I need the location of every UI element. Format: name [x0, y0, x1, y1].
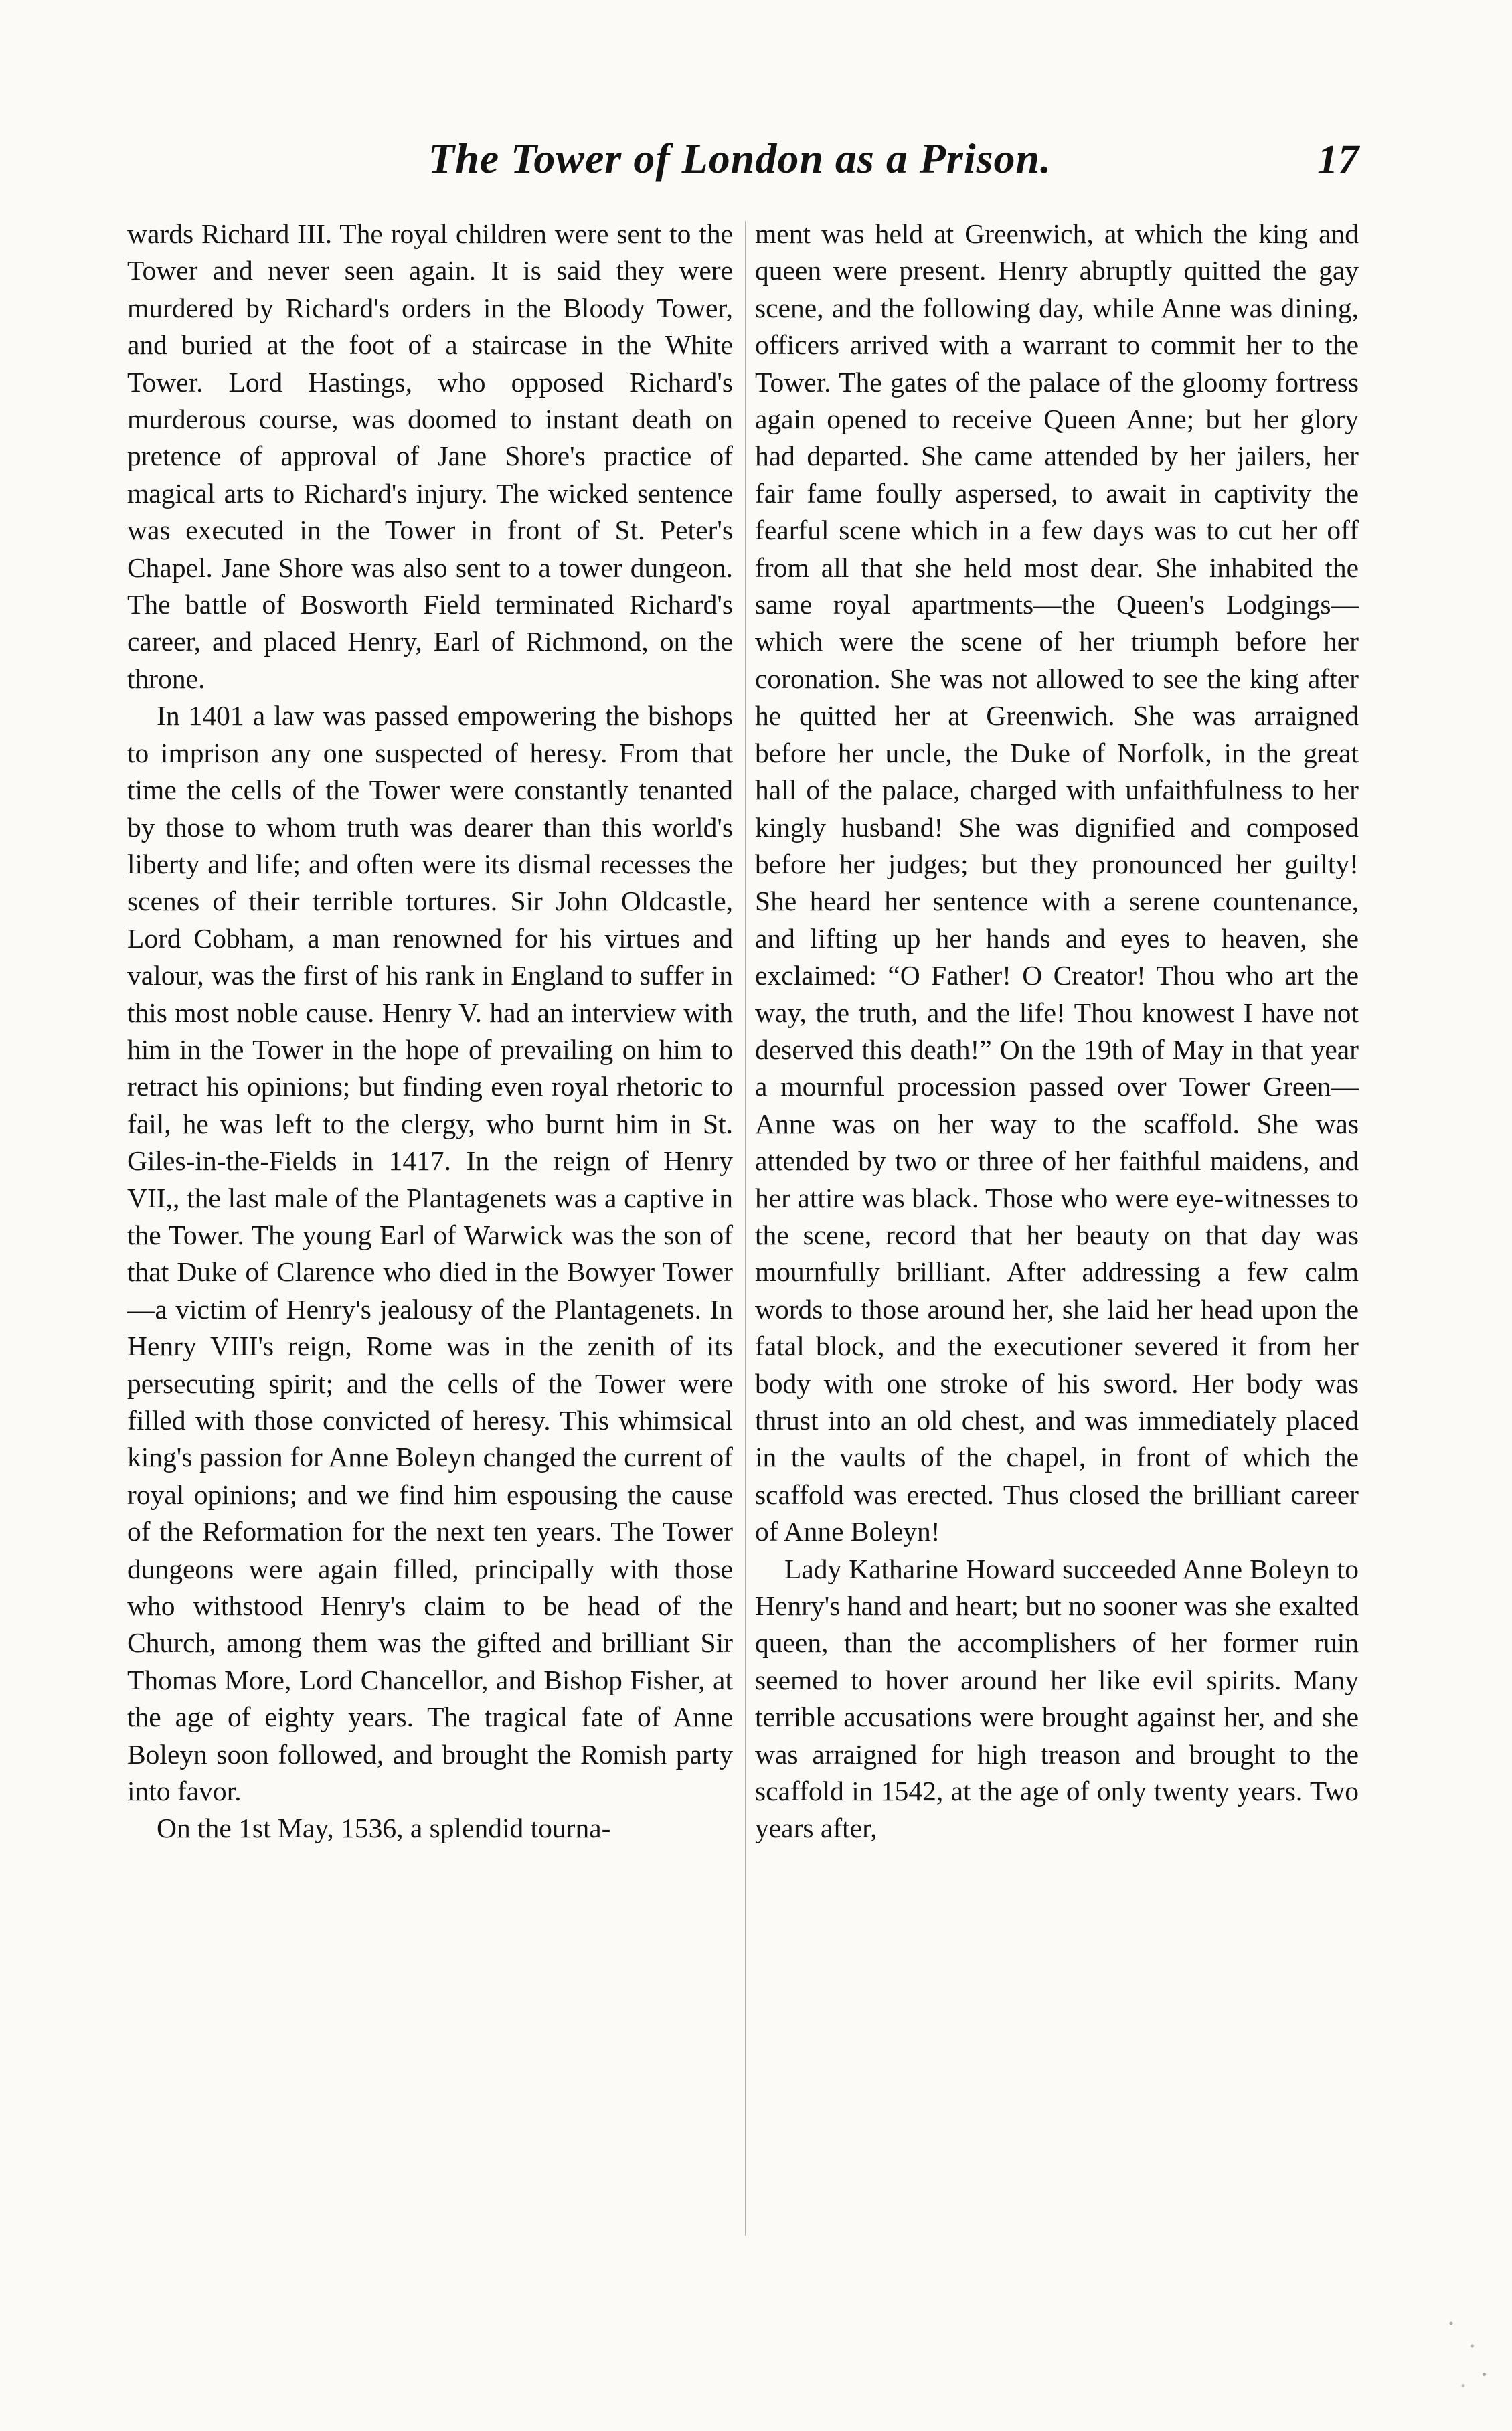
running-head	[0, 134, 1512, 194]
left-column	[127, 216, 733, 1847]
paragraph: On the 1st May, 1536, a splendid tourna-	[157, 1813, 611, 1844]
paper-speckle-mark	[1439, 2289, 1499, 2403]
paragraph: Lady Katharine Howard succeeded Anne Boleyn to Henry's hand and heart; but no sooner was she exalted queen, than the accomplishers of her former ruin seemed to hover around her like evil spirits. Many terrible accusations were brought against her, and she was arraigned for high treason and brought to the scaffold in 1542, at the age of only twenty years. Two years after,	[755, 1553, 1359, 1844]
page-number: 17	[1317, 137, 1359, 183]
paragraph: In 1401 a law was passed empowering the bishops to imprison any one suspected of heresy. From that time the cells of the Tower were constantly tenanted by those to whom truth was dearer than this world's liberty and life; and often were its dismal recesses the scenes of their terrible tortures. Sir John Oldcastle, Lord Cobham, a man renowned for his virtues and valour, was the first of his rank in England to suffer in this most noble cause. Henry V. had an interview with him in the Tower in the hope of prevailing on him to retract his opinions; but finding even royal rhetoric to fail, he was left to the clergy, who burnt him in St. Giles-in-the-Fields in 1417. In the reign of Henry VII,, the last male of the Plantagenets was a captive in the Tower. The young Earl of Warwick was the son of that Duke of Clarence who died in the Bowyer Tower—a victim of Henry's jealousy of the Plantagenets. In Henry VIII's reign, Rome was in the zenith of its persecuting spirit; and the cells of the Tower were filled with those convicted of heresy. This whimsical king's passion for Anne Boleyn changed the current of royal opinions; and we find him espousing the cause of the Reformation for the next ten years. The Tower dungeons were again filled, principally with those who withstood Henry's claim to be head of the Church, among them was the gifted and brilliant Sir Thomas More, Lord Chancellor, and Bishop Fisher, at the age of eighty years. The tragical fate of Anne Boleyn soon followed, and brought the Romish party into favor.	[127, 700, 733, 1807]
running-title: The Tower of London as a Prison.	[428, 135, 1052, 182]
paragraph: ment was held at Greenwich, at which the king and queen were present. Henry abruptly quitted the gay scene, and the following day, while Anne was dining, officers arrived with a warrant to commit her to the Tower. The gates of the palace of the gloomy fortress again opened to receive Queen Anne; but her glory had departed. She came attended by her jailers, her fair fame foully aspersed, to await in captivity the fearful scene which in a few days was to cut her off from all that she held most dear. She inhabited the same royal apartments—the Queen's Lodgings—which were the scene of her triumph before her coronation. She was not allowed to see the king after he quitted her at Greenwich. She was arraigned before her uncle, the Duke of Norfolk, in the great hall of the palace, charged with unfaithfulness to her kingly husband! She was dignified and composed before her judges; but they pronounced her guilty! She heard her sentence with a serene countenance, and lifting up her hands and eyes to heaven, she exclaimed: “O Father! O Creator! Thou who art the way, the truth, and the life! Thou knowest I have not deserved this death!” On the 19th of May in that year a mournful procession passed over Tower Green—Anne was on her way to the scaffold. She was attended by two or three of her faithful maidens, and her attire was black. Those who were eye-witnesses to the scene, record that her beauty on that day was mournfully brilliant. After addressing a few calm words to those around her, she laid her head upon the fatal block, and the executioner severed it from her body with one stroke of his sword. Her body was thrust into an old chest, and was immediately placed in the vaults of the chapel, in front of which the scaffold was erected. Thus closed the brilliant career of Anne Boleyn!	[755, 218, 1359, 1547]
right-column	[755, 216, 1359, 1847]
column-divider	[745, 221, 746, 2236]
paragraph: wards Richard III. The royal children were sent to the Tower and never seen again. It is said they were murdered by Richard's orders in the Bloody Tower, and buried at the foot of a staircase in the White Tower. Lord Hastings, who opposed Richard's murderous course, was doomed to instant death on pretence of approval of Jane Shore's practice of magical arts to Richard's injury. The wicked sentence was executed in the Tower in front of St. Peter's Chapel. Jane Shore was also sent to a tower dungeon. The battle of Bosworth Field terminated Richard's career, and placed Henry, Earl of Richmond, on the throne.	[127, 218, 733, 694]
